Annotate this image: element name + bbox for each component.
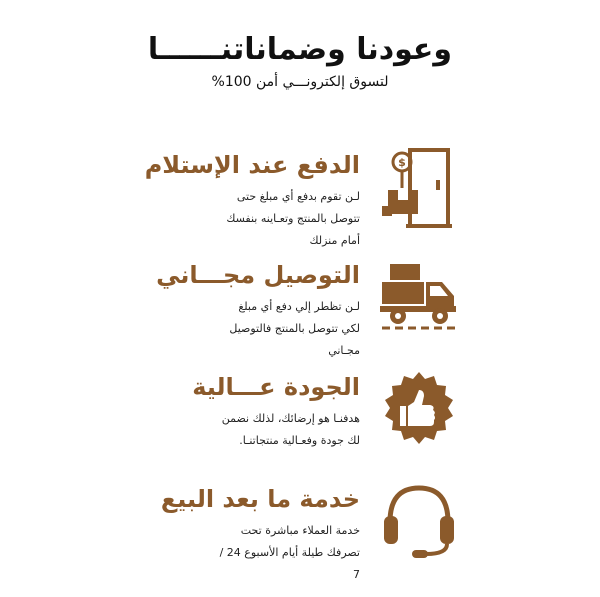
feature-description: خدمة العملاء مباشرة تحت تصرفك طيلة أيام الأسبوع 24 / 7 (219, 524, 360, 581)
page-title: وعودنا وضماناتنــــــا (147, 32, 453, 67)
feature-description: هدفنـا هو إرضائك، لذلك نضمن لك جودة وفعـالية منتجاتنـا. (221, 412, 360, 447)
feature-text (0, 370, 360, 452)
truck-icon (378, 258, 460, 340)
page-subtitle: لتسوق إلكترونـــي أمن 100% (211, 74, 389, 90)
feature-cash-on-delivery (0, 148, 600, 258)
headset-icon (378, 482, 460, 564)
feature-title: خدمة ما بعد البيع (160, 485, 360, 513)
feature-description: لـن تظطر إلي دفع أي مبلغ لكي تتوصل بالمنتج فالتوصيل مجـاني (229, 300, 360, 357)
feature-text (0, 258, 360, 362)
feature-high-quality (0, 370, 600, 480)
header (0, 30, 600, 92)
feature-text (0, 148, 360, 252)
feature-description: لـن تقوم بدفع أي مبلغ حتى تتوصل بالمنتج وتعـاينه بنفسك أمام منزلك (226, 190, 360, 247)
feature-text (0, 482, 360, 586)
door-delivery-icon (378, 148, 460, 230)
feature-free-delivery (0, 258, 600, 368)
feature-title: التوصيل مجـــاني (156, 261, 360, 289)
thumbs-up-badge-icon (378, 370, 460, 452)
feature-after-sales (0, 482, 600, 592)
svg-text:$: $ (398, 156, 406, 169)
feature-title: الجودة عـــالية (192, 373, 360, 401)
feature-title: الدفع عند الإستلام (144, 151, 360, 179)
